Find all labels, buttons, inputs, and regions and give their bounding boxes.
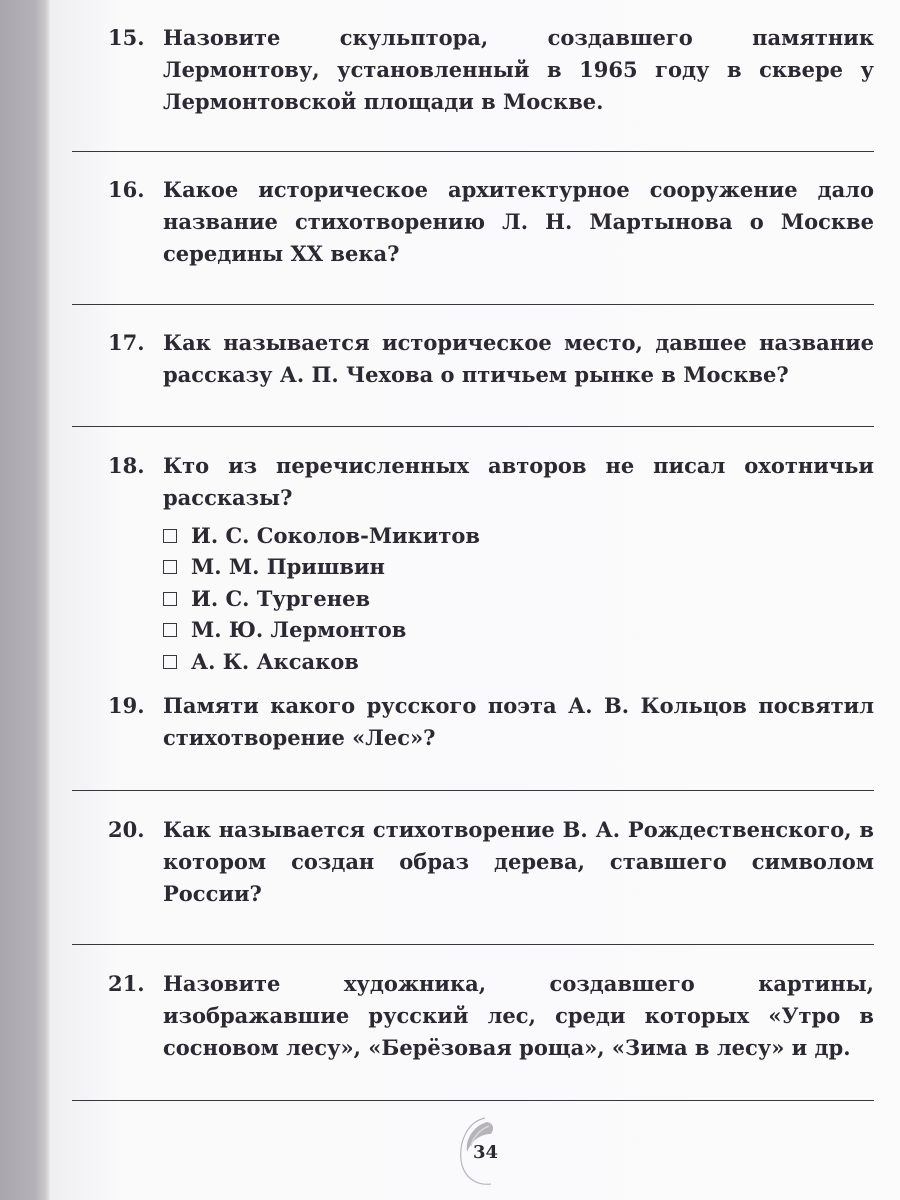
question-number: 16.: [108, 177, 145, 202]
question-16: [108, 174, 874, 270]
option-prishvin[interactable]: [163, 552, 874, 584]
option-label: М. М. Пришвин: [191, 554, 385, 580]
answer-line-15[interactable]: [72, 151, 874, 152]
question-number: 20.: [108, 817, 145, 842]
question-19: [108, 690, 874, 754]
question-text: Как называется стихотворение В. А. Рождественского, в котором создан образ дерева, ставшего символом России?: [163, 817, 874, 906]
option-label: И. С. Соколов-Микитов: [191, 522, 480, 548]
question-text: Как называется историческое место, давшее название рассказу А. П. Чехова о птичьем рынке в Москве?: [163, 330, 874, 387]
question-number: 19.: [108, 693, 145, 718]
checkbox-icon[interactable]: [163, 529, 177, 543]
answer-line-21[interactable]: [72, 1100, 874, 1101]
option-lermontov[interactable]: [163, 615, 874, 647]
checkbox-icon[interactable]: [163, 560, 177, 574]
question-20: [108, 814, 874, 910]
option-turgenev[interactable]: [163, 583, 874, 615]
option-label: М. Ю. Лермонтов: [191, 617, 407, 643]
option-label: А. К. Аксаков: [191, 648, 359, 674]
answer-options: [163, 520, 874, 678]
question-text: Назовите скульптора, создавшего памятник Лермонтову, установленный в 1965 году в сквере у Лермонтовской площади в Москве.: [163, 25, 874, 114]
answer-line-16[interactable]: [72, 304, 874, 305]
question-text: Какое историческое архитектурное сооружение дало название стихотворению Л. Н. Мартынова о Москве середины XX века?: [163, 177, 874, 266]
question-17: [108, 327, 874, 391]
answer-line-19[interactable]: [72, 790, 874, 791]
question-number: 21.: [108, 971, 145, 996]
option-sokolov-mikitov[interactable]: [163, 520, 874, 552]
question-number: 15.: [108, 25, 145, 50]
option-label: И. С. Тургенев: [191, 585, 371, 611]
page-number: 34: [473, 1142, 499, 1163]
checkbox-icon[interactable]: [163, 623, 177, 637]
checkbox-icon[interactable]: [163, 655, 177, 669]
question-text: Кто из перечисленных авторов не писал охотничьи рассказы?: [163, 453, 874, 510]
checkbox-icon[interactable]: [163, 592, 177, 606]
option-aksakov[interactable]: [163, 646, 874, 678]
question-number: 17.: [108, 330, 145, 355]
question-text: Назовите художника, создавшего картины, изображавшие русский лес, среди которых «Утро в сосновом лесу», «Берёзовая роща», «Зима в лесу» и др.: [163, 971, 874, 1060]
answer-line-17[interactable]: [72, 426, 874, 427]
question-21: [108, 968, 874, 1064]
page-binding-shadow: [0, 0, 50, 1200]
page-number-badge: [455, 1112, 515, 1192]
question-18: [108, 450, 874, 678]
answer-line-20[interactable]: [72, 944, 874, 945]
question-15: [108, 22, 874, 118]
question-number: 18.: [108, 453, 145, 478]
question-text: Памяти какого русского поэта А. В. Кольцов посвятил стихотворение «Лес»?: [163, 693, 874, 750]
